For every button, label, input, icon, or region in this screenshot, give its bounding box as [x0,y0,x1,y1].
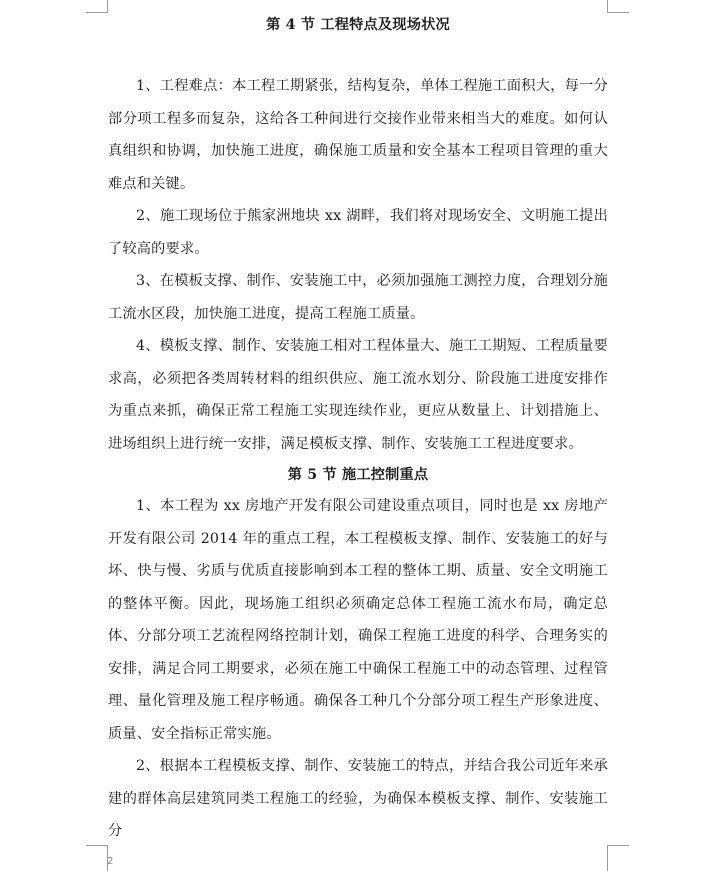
section-4-paragraph-4: 4、模板支撑、制作、安装施工相对工程体量大、施工工期短、工程质量要求高，必须把各类周转材料的组织供应、施工流水划分、阶段施工进度安排作为重点来抓，确保正常工程施工实现连续作业，更应从数量上、计划措施上、进场组织上进行统一安排，满足模板支撑、制作、安装施工工程进度要求。 [108,338,608,452]
crop-mark-top-left [86,12,108,13]
section-5-heading: 第 5 节 施工控制重点 [287,467,429,483]
document-body [108,10,608,848]
crop-mark-bottom-right [607,845,608,871]
section-5-paragraph-1: 1、本工程为 xx 房地产开发有限公司建设重点项目，同时也是 xx 房地产开发有限公司 2014 年的重点工程，本工程模板支撑、制作、安装施工的好与坏、快与慢、劣质与优质直接影响到本工程的整体工期、质量、安全文明施工的整体平衡。因此，现场施工组织必须确定总体工程施工流水布局，确定总体、分部分项工艺流程网络控制计划，确保工程施工进度的科学、合理务实的安排，满足合同工期要求，必须在施工中确保工程施工中的动态管理、过程管理、量化管理及施工程序畅通。确保各工种几个分部分项工程生产形象进度、质量、安全指标正常实施。 [108,498,608,742]
section-4-paragraph-2: 2、施工现场位于熊家洲地块 xx 湖畔，我们将对现场安全、文明施工提出了较高的要求。 [108,208,608,257]
section-5-paragraph-2: 2、根据本工程模板支撑、制作、安装施工的特点，并结合我公司近年来承建的群体高层建筑同类工程施工的经验，为确保本模板支撑、制作、安装施工分 [108,758,608,839]
crop-mark-bottom-left [86,845,108,846]
crop-mark-bottom-right [607,845,629,846]
crop-mark-top-right [607,12,629,13]
section-4-paragraph-3: 3、在模板支撑、制作、安装施工中，必须加强施工测控力度，合理划分施工流水区段，加快施工进度，提高工程施工质量。 [108,273,608,322]
section-4-heading: 第 4 节 工程特点及现场状况 [266,17,450,33]
section-4-paragraph-1: 1、工程难点：本工程工期紧张，结构复杂，单体工程施工面积大，每一分部分项工程多而复杂，这给各工种间进行交接作业带来相当大的难度。如何认真组织和协调，加快施工进度，确保施工质量和安全基本工程项目管理的重大难点和关键。 [108,78,608,192]
page-marker: 2 [107,856,114,867]
